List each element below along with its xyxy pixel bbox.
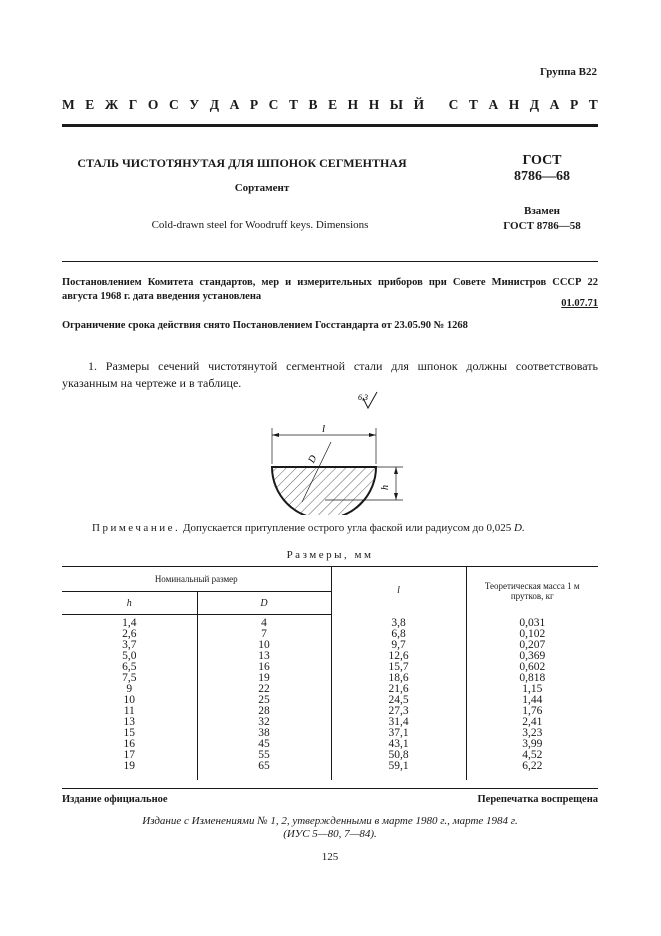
table-row xyxy=(62,750,598,761)
banner-letter: Е xyxy=(328,97,338,112)
banner-letter: Н xyxy=(508,97,520,112)
cell-h: 6,5 xyxy=(62,662,197,673)
cell-l: 12,6 xyxy=(331,651,466,662)
cell-l: 21,6 xyxy=(331,684,466,695)
cell-l: 27,3 xyxy=(331,706,466,717)
footer-rule xyxy=(62,788,598,789)
cell-h: 5,0 xyxy=(62,651,197,662)
banner-letter xyxy=(435,97,438,113)
banner-letter: Г xyxy=(128,97,138,112)
cell-mass: 3,23 xyxy=(522,727,543,739)
banner-letter: Т xyxy=(468,97,478,112)
cell-h: 17 xyxy=(62,750,197,761)
cell-l: 43,1 xyxy=(331,739,466,750)
banner-letter: О xyxy=(147,97,159,112)
cell-mass: 1,44 xyxy=(522,694,543,706)
cell-h: 1,4 xyxy=(62,615,197,630)
table-caption: Размеры, мм xyxy=(286,549,374,561)
banner-letter: Д xyxy=(529,97,540,112)
gost-number xyxy=(486,153,598,185)
banner-letter: Ы xyxy=(389,97,404,112)
cell-h: 11 xyxy=(62,706,197,717)
banner-letter: С xyxy=(168,97,179,112)
cell-h: 9 xyxy=(62,684,197,695)
limit-note: Ограничение срока действия снято Постановлением Госстандарта от 23.05.90 № 1268 xyxy=(62,320,468,331)
cell-h: 13 xyxy=(62,717,197,728)
cell-mass: 0,818 xyxy=(519,672,546,684)
cell-l: 37,1 xyxy=(331,728,466,739)
banner-letter: Ж xyxy=(104,97,119,112)
cell-D: 19 xyxy=(197,673,331,684)
banner-letter: С xyxy=(448,97,459,112)
edition-line-2: (ИУС 5—80, 7—84). xyxy=(283,828,377,840)
page-number: 125 xyxy=(321,851,339,863)
cell-l: 3,8 xyxy=(331,615,466,630)
cell-l: 18,6 xyxy=(331,673,466,684)
head-h: h xyxy=(62,592,197,615)
cell-l: 24,5 xyxy=(331,695,466,706)
banner-letter: Н xyxy=(347,97,359,112)
effective-date: 01.07.71 xyxy=(561,298,598,309)
table-row xyxy=(62,673,598,684)
cell-mass: 1,76 xyxy=(522,705,543,717)
banner-letter: Е xyxy=(85,97,95,112)
head-mass: Теоретическая масса 1 м прутков, кг xyxy=(466,567,598,615)
banner-letter: Р xyxy=(249,97,259,112)
cell-D: 55 xyxy=(197,750,331,761)
edition-note xyxy=(62,815,598,841)
table-row xyxy=(62,640,598,651)
label-D: D xyxy=(306,453,320,465)
edition-line-1: Издание с Изменениями № 1, 2, утвержденными в марте 1980 г., марте 1984 г. xyxy=(142,815,518,827)
note-text: Допускается притупление острого угла фаской или радиусом до 0,025 xyxy=(180,522,515,534)
reprint-notice: Перепечатка воспрещена xyxy=(477,794,598,805)
cell-l: 50,8 xyxy=(331,750,466,761)
cell-h: 3,7 xyxy=(62,640,197,651)
cell-D: 25 xyxy=(197,695,331,706)
cell-l: 6,8 xyxy=(331,629,466,640)
roughness-mark xyxy=(358,392,377,408)
cross-section-drawing xyxy=(255,390,415,515)
table-row xyxy=(62,662,598,673)
cell-l: 59,1 xyxy=(331,761,466,780)
banner-letter: Д xyxy=(209,97,220,112)
paragraph-1: 1. Размеры сечений чистотянутой сегментной стали для шпонок должны соответствовать указанным на чертеже и в таблице. xyxy=(62,359,598,390)
cell-D: 16 xyxy=(197,662,331,673)
replaces-code: ГОСТ 8786—58 xyxy=(503,220,581,232)
banner-letter: В xyxy=(308,97,318,112)
cell-D: 4 xyxy=(197,615,331,630)
table-row xyxy=(62,761,598,780)
note-label: Примечание. xyxy=(92,522,181,534)
cell-h: 16 xyxy=(62,739,197,750)
banner-letter: А xyxy=(229,97,240,112)
banner-letter: М xyxy=(62,97,75,112)
cell-mass: 6,22 xyxy=(522,760,543,772)
cell-D: 45 xyxy=(197,739,331,750)
cell-h: 7,5 xyxy=(62,673,197,684)
cell-l: 15,7 xyxy=(331,662,466,673)
label-h: h xyxy=(380,485,391,490)
head-nominal: Номинальный размер xyxy=(62,567,331,592)
table-row xyxy=(62,706,598,717)
cell-mass: 0,369 xyxy=(519,650,546,662)
english-title: Cold-drawn steel for Woodruff keys. Dimensions xyxy=(151,219,369,231)
cell-l: 9,7 xyxy=(331,640,466,651)
banner-letter: С xyxy=(268,97,279,112)
cell-h: 19 xyxy=(62,761,197,780)
cell-mass: 0,102 xyxy=(519,628,546,640)
table-row xyxy=(62,728,598,739)
cell-mass: 0,602 xyxy=(519,661,546,673)
cell-D: 10 xyxy=(197,640,331,651)
table-row xyxy=(62,684,598,695)
banner-letter: Т xyxy=(588,97,598,112)
head-l: l xyxy=(331,567,466,615)
table-row xyxy=(62,629,598,640)
label-l: l xyxy=(322,423,326,435)
cell-mass: 0,031 xyxy=(519,616,546,629)
cell-D: 13 xyxy=(197,651,331,662)
standard-banner xyxy=(62,97,598,113)
gost-code: 8786—68 xyxy=(514,169,570,184)
table-row xyxy=(62,695,598,706)
table-row xyxy=(62,739,598,750)
header-rule xyxy=(62,124,598,127)
table-row xyxy=(62,651,598,662)
cell-mass: 1,15 xyxy=(522,683,543,695)
replaces-label: Взамен xyxy=(524,205,560,217)
table-row xyxy=(62,615,598,630)
official-edition: Издание официальное xyxy=(62,794,168,805)
replaces-block xyxy=(486,204,598,234)
cell-D: 38 xyxy=(197,728,331,739)
gost-label: ГОСТ xyxy=(522,153,562,168)
cell-D: 65 xyxy=(197,761,331,780)
note-var: D. xyxy=(514,522,525,534)
section-rule xyxy=(62,261,598,262)
banner-letter: Т xyxy=(288,97,298,112)
cell-h: 15 xyxy=(62,728,197,739)
cell-D: 7 xyxy=(197,629,331,640)
cell-l: 31,4 xyxy=(331,717,466,728)
table-body xyxy=(62,615,598,781)
cell-D: 32 xyxy=(197,717,331,728)
segment-section xyxy=(272,467,376,515)
banner-letter: А xyxy=(549,97,560,112)
banner-letter: А xyxy=(488,97,499,112)
cell-mass: 4,52 xyxy=(522,749,543,761)
banner-letter: Р xyxy=(569,97,579,112)
cell-mass: 3,99 xyxy=(522,738,543,750)
cell-h: 2,6 xyxy=(62,629,197,640)
head-D: D xyxy=(197,592,331,615)
banner-letter: У xyxy=(189,97,200,112)
dimensions-table xyxy=(62,566,598,780)
banner-letter: Н xyxy=(368,97,380,112)
group-code: Группа В22 xyxy=(539,66,597,78)
cell-mass: 0,207 xyxy=(519,639,546,651)
cell-D: 22 xyxy=(197,684,331,695)
document-subtitle: Сортамент xyxy=(234,182,290,194)
cell-D: 28 xyxy=(197,706,331,717)
table-row xyxy=(62,717,598,728)
banner-letter: Й xyxy=(413,97,425,112)
note xyxy=(92,522,602,534)
svg-text:6,3: 6,3 xyxy=(358,393,368,402)
resolution-text: Постановлением Комитета стандартов, мер и измерительных приборов при Совете Министров СССР 22 августа 1968 г. дата введения установлена xyxy=(62,277,598,302)
document-title: СТАЛЬ ЧИСТОТЯНУТАЯ ДЛЯ ШПОНОК СЕГМЕНТНАЯ xyxy=(77,156,407,170)
cell-h: 10 xyxy=(62,695,197,706)
cell-mass: 2,41 xyxy=(522,716,543,728)
